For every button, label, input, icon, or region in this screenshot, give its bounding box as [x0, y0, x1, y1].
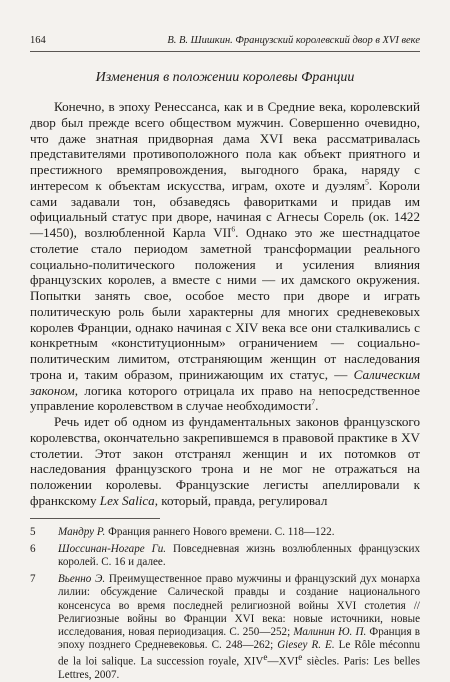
footnote-ref-7[interactable]: 7: [311, 398, 315, 407]
footnote-5: [30, 526, 420, 539]
paragraph-1: [30, 99, 420, 414]
footnote-6: [30, 543, 420, 569]
paragraph-1-text-c: . Однако это же шестнадцатое столетие стало периодом заметной трансформации реального социально-политического положения и усиления влияния французских королев, а вместе с ними — их дамского окружения. Попытки занять свое, особое место при дворе и играть политическую роль были характерны для многих средневековых королев Франции, однако начиная с XIV века все они сталкивались с конкретным «конституционным» ограничением — социально-политическим лимитом, отстраняющим женщин от наследования трона и, таким образом, принижающим их статус, —: [30, 225, 420, 382]
page-number: 164: [30, 34, 46, 47]
footnote-ref-5[interactable]: 5: [365, 177, 369, 186]
paragraph-1-text-a: Конечно, в эпоху Ренессанса, как и в Средние века, королевский двор был прежде всего обществом мужчин. Совершенно очевидно, что даже знатная придворная дама XVI века рассматривалась представителями противоположного пола как объект приятного и престижного времяпровождения, выгодного брака, наряду с интересом к объектам искусства, играм, охоте и дуэлям: [30, 99, 420, 193]
footnote-body: —XVI: [267, 656, 298, 668]
paragraph-2: [30, 414, 420, 509]
footnote-author: Малинин Ю. П.: [293, 626, 366, 638]
footnote-body: Повседневная жизнь возлюбленных французских королей. С. 16 и далее.: [58, 543, 420, 568]
footnote-author: Мандру Р.: [58, 526, 105, 538]
century-superscript: e: [298, 653, 302, 663]
running-head-title: В. В. Шишкин. Французский королевский двор в XVI веке: [167, 34, 420, 47]
footnote-author: Шоссинан-Ногаре Ги.: [58, 543, 166, 555]
footnote-number: 7: [30, 573, 58, 682]
footnote-7: [30, 573, 420, 682]
footnote-divider: [30, 518, 160, 519]
section-title: Изменения в положении королевы Франции: [30, 69, 420, 86]
footnote-number: 6: [30, 543, 58, 569]
century-superscript: e: [263, 653, 267, 663]
footnote-text: [58, 543, 420, 569]
footnote-body: Преимущественное право мужчины и французский дух монарха лилии: обсуждение Салической правды и создание национального консенсуса во время последней религиозной войны XVI столетия // Религиозные войны во Франции XVI века: новые источники, новые исследования, новая периодизация. С. 250—252;: [58, 573, 420, 638]
footnote-body: Франция раннего Нового времени. С. 118—122.: [105, 526, 334, 538]
lex-salica-term: Lex Salica: [100, 493, 155, 508]
footnote-body: Le Rôle méconnu de la loi salique. La succession royale, XIV: [58, 639, 420, 668]
footnote-author: Вьенно Э.: [58, 573, 105, 585]
salic-law-term: Салическим законом: [30, 367, 420, 398]
footnote-number: 5: [30, 526, 58, 539]
footnotes: [30, 526, 420, 682]
paragraph-2-text-a: Речь идет об одном из фундаментальных законов французского королевства, окончательно закрепившемся в правовой практике в XV столетии. Этот закон отстранял женщин и их потомков от наследования французского трона и не мог не отражаться на положении королевы. Французские легисты апеллировали к франкскому: [30, 414, 420, 508]
paragraph-1-text-e: .: [315, 398, 318, 413]
paragraph-1-text-b: . Короли сами задавали тон, обзаведясь фаворитками и придав им официальный статус при дворе, начиная с Агнесы Сорель (ок. 1422—1450), возлюбленной Карла VII: [30, 178, 420, 240]
footnote-ref-6[interactable]: 6: [231, 225, 235, 234]
footnote-text: [58, 526, 420, 539]
footnote-body: siècles. Paris: Les belles Lettres, 2007.: [58, 656, 420, 681]
paragraph-2-text-b: , который, правда, регулировал: [155, 493, 328, 508]
paragraph-1-text-d: , логика которого отрицала их право на непосредственное управление королевством в случае необходимости: [30, 383, 420, 414]
footnote-text: [58, 573, 420, 682]
footnote-body: Франция в эпоху позднего Средневековья. С. 248—262;: [58, 626, 420, 651]
footnote-author: Giesey R. E.: [277, 639, 334, 651]
running-head: [30, 34, 420, 52]
